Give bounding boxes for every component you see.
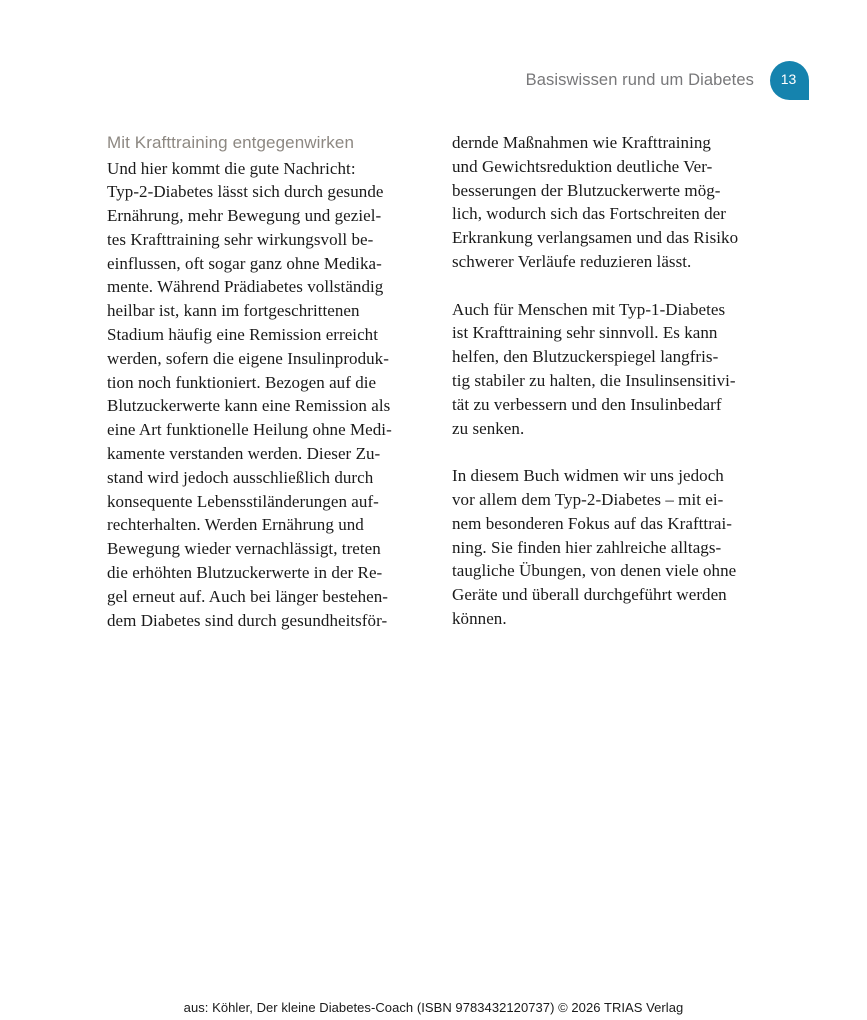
page-number-badge [770, 61, 809, 100]
text-line: kamente verstanden werden. Dieser Zu- [107, 444, 381, 464]
paragraph [452, 131, 760, 274]
text-line: mente. Während Prädiabetes vollständig [107, 277, 384, 297]
text-line: taugliche Übungen, von denen viele ohne [452, 561, 737, 581]
text-line: die erhöhten Blutzuckerwerte in der Re- [107, 563, 383, 583]
right-column [452, 131, 760, 632]
text-line: tät zu verbessern und den Insulinbedarf [452, 394, 722, 414]
section-heading: Mit Krafttraining entgegenwirken [107, 133, 354, 152]
paragraph [452, 298, 760, 441]
text-line: stand wird jedoch ausschließlich durch [107, 467, 374, 487]
text-line: Bewegung wieder vernachlässigt, treten [107, 539, 381, 559]
running-header [526, 60, 809, 100]
text-line: eine Art funktionelle Heilung ohne Medi- [107, 420, 392, 440]
text-line: Blutzuckerwerte kann eine Remission als [107, 396, 391, 416]
text-line: helfen, den Blutzuckerspiegel langfris- [452, 347, 719, 367]
text-line: Typ-2-Diabetes lässt sich durch gesunde [107, 182, 384, 202]
text-line: Auch für Menschen mit Typ-1-Diabetes [452, 299, 726, 319]
paragraph [107, 157, 415, 633]
text-line: ning. Sie finden hier zahlreiche alltags- [452, 537, 722, 557]
text-line: Erkrankung verlangsamen und das Risiko [452, 228, 739, 248]
text-line: einflussen, oft sogar ganz ohne Medika- [107, 253, 382, 273]
text-line: Stadium häufig eine Remission erreicht [107, 325, 379, 345]
text-line: In diesem Buch widmen wir uns jedoch [452, 466, 724, 486]
text-line: Geräte und überall durchgeführt werden [452, 585, 727, 605]
text-line: schwerer Verläufe reduzieren lässt. [452, 251, 692, 271]
text-line: können. [452, 608, 507, 628]
running-header-title: Basiswissen rund um Diabetes [525, 70, 754, 89]
text-line: werden, sofern die eigene Insulinproduk- [107, 348, 389, 368]
text-line: lich, wodurch sich das Fortschreiten der [452, 204, 726, 224]
page-number-label: 13 [780, 71, 797, 87]
text-line: tes Krafttraining sehr wirkungsvoll be- [107, 229, 374, 249]
left-column-body [107, 157, 415, 633]
text-columns [107, 131, 760, 632]
text-line: nem besonderen Fokus auf das Krafttrai- [452, 513, 733, 533]
text-line: tion noch funktioniert. Bezogen auf die [107, 372, 377, 392]
text-line: dem Diabetes sind durch gesundheitsför- [107, 610, 388, 630]
text-line: heilbar ist, kann im fortgeschrittenen [107, 301, 360, 321]
text-line: rechterhalten. Werden Ernährung und [107, 515, 364, 535]
text-line: Ernährung, mehr Bewegung und geziel- [107, 206, 382, 226]
footer-source-note: aus: Köhler, Der kleine Diabetes-Coach (ISBN 9783432120737) © 2026 TRIAS Verlag [183, 1000, 684, 1015]
right-column-body [452, 131, 760, 631]
text-line: Und hier kommt die gute Nachricht: [107, 158, 356, 178]
text-line: vor allem dem Typ-2-Diabetes – mit ei- [452, 489, 724, 509]
text-line: ist Krafttraining sehr sinnvoll. Es kann [452, 323, 718, 343]
text-line: gel erneut auf. Auch bei länger bestehen- [107, 586, 389, 606]
text-line: besserungen der Blutzuckerwerte mög- [452, 180, 721, 200]
text-line: konsequente Lebensstiländerungen auf- [107, 491, 379, 511]
text-line: tig stabiler zu halten, die Insulinsensitivi- [452, 370, 736, 390]
left-column [107, 131, 415, 632]
paragraph [452, 464, 760, 631]
text-line: zu senken. [452, 418, 525, 438]
text-line: dernde Maßnahmen wie Krafttraining [452, 133, 711, 152]
text-line: und Gewichtsreduktion deutliche Ver- [452, 156, 713, 176]
